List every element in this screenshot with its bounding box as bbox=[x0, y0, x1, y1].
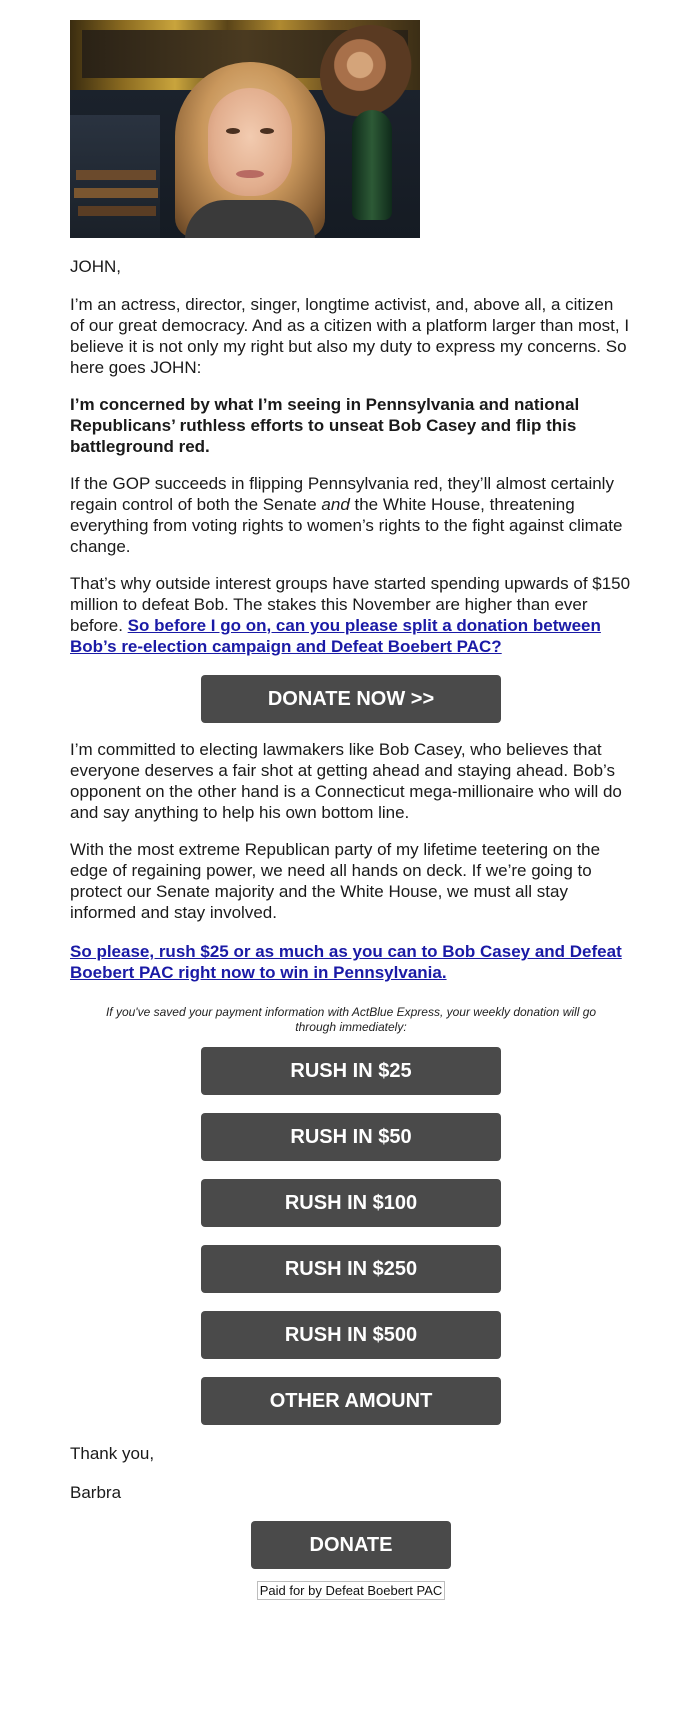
rush-50-button[interactable]: RUSH IN $50 bbox=[201, 1113, 501, 1161]
portrait-face bbox=[208, 88, 292, 196]
portrait-eye bbox=[226, 128, 240, 134]
gop-text-em: and bbox=[321, 495, 350, 514]
signoff: Thank you, bbox=[70, 1444, 155, 1463]
book-decor bbox=[78, 206, 156, 216]
other-amount-button[interactable]: OTHER AMOUNT bbox=[201, 1377, 501, 1425]
rush-500-button[interactable]: RUSH IN $500 bbox=[201, 1311, 501, 1359]
rush-100-button[interactable]: RUSH IN $100 bbox=[201, 1179, 501, 1227]
paid-for-disclaimer: Paid for by Defeat Boebert PAC bbox=[257, 1581, 446, 1600]
donate-now-button[interactable]: DONATE NOW >> bbox=[201, 675, 501, 723]
paragraph-intro: I’m an actress, director, singer, longtime activist, and, above all, a citizen of our great democracy. And as a citizen with a platform larger than most, I believe it is not only my right but also my duty to express my concerns. So here goes JOHN: bbox=[70, 295, 630, 377]
gop-text-2: the White House, threatening everything from voting rights to women’s rights to the fight against climate change. bbox=[70, 495, 623, 556]
donate-button[interactable]: DONATE bbox=[251, 1521, 451, 1569]
disclaimer-wrap bbox=[70, 1581, 632, 1600]
paragraph-rush bbox=[70, 941, 632, 983]
greeting: JOHN, bbox=[70, 257, 121, 276]
portrait-eye bbox=[260, 128, 274, 134]
paragraph-stakes bbox=[70, 573, 632, 657]
split-donation-link[interactable]: So before I go on, can you please split a donation between Bob’s re-election campaign and Defeat Boebert PAC? bbox=[70, 616, 601, 656]
rush-donation-link[interactable]: So please, rush $25 or as much as you can to Bob Casey and Defeat Boebert PAC right now to win in Pennsylvania. bbox=[70, 942, 622, 982]
rush-250-button[interactable]: RUSH IN $250 bbox=[201, 1245, 501, 1293]
actblue-express-note: If you've saved your payment information with ActBlue Express, your weekly donation will go through immediately: bbox=[105, 1005, 597, 1034]
vase-decor bbox=[352, 110, 392, 220]
paragraph-gop bbox=[70, 473, 632, 557]
book-decor bbox=[76, 170, 156, 180]
email-body bbox=[70, 20, 632, 1600]
stakes-text: That’s why outside interest groups have started spending upwards of $150 million to defeat Bob. The stakes this November are higher than ever before. bbox=[70, 574, 631, 635]
rush-25-button[interactable]: RUSH IN $25 bbox=[201, 1047, 501, 1095]
gop-text-1: If the GOP succeeds in flipping Pennsylvania red, they’ll almost certainly regain control of both the Senate bbox=[70, 474, 614, 514]
paragraph-all-hands: With the most extreme Republican party of my lifetime teetering on the edge of regaining power, we need all hands on deck. If we’re going to protect our Senate majority and the White House, we must all stay informed and stay involved. bbox=[70, 840, 601, 922]
paragraph-concern: I’m concerned by what I’m seeing in Pennsylvania and national Republicans’ ruthless efforts to unseat Bob Casey and flip this battleground red. bbox=[70, 395, 580, 456]
book-decor bbox=[74, 188, 158, 198]
portrait-body bbox=[185, 200, 315, 238]
signature: Barbra bbox=[70, 1483, 122, 1502]
header-photo bbox=[70, 20, 420, 238]
rush-button-group bbox=[70, 1047, 632, 1425]
portrait-lips bbox=[236, 170, 264, 178]
paragraph-committed: I’m committed to electing lawmakers like Bob Casey, who believes that everyone deserves a fair shot at getting ahead and staying ahead. Bob’s opponent on the other hand is a Connecticut mega-millionaire who will do and say anything to help his own bottom line. bbox=[70, 740, 622, 822]
